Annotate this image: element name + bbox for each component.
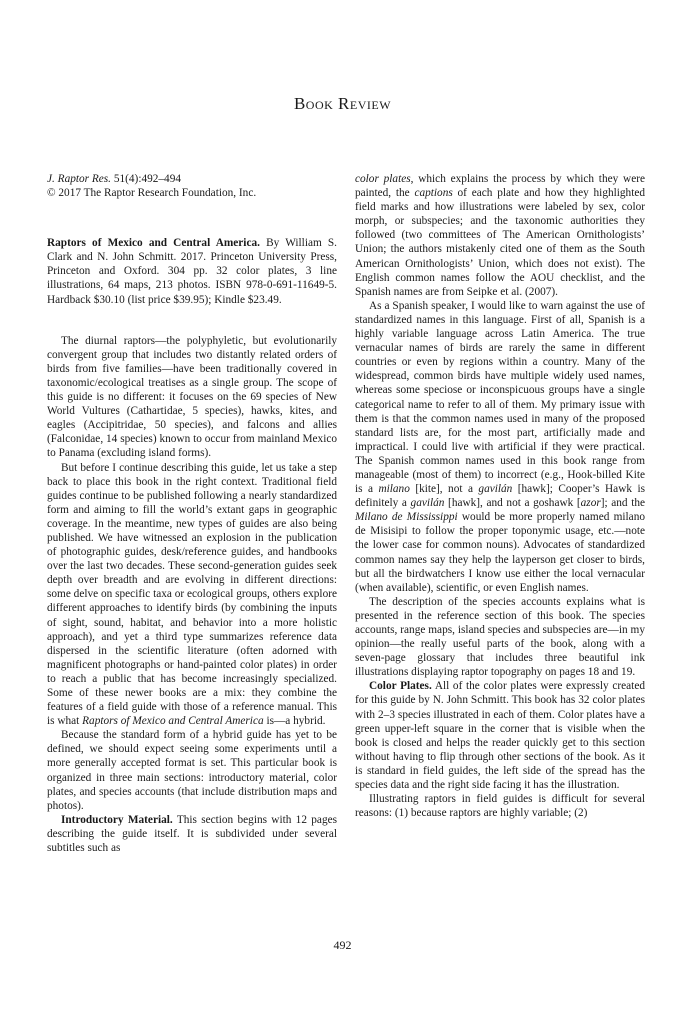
right-column [355, 172, 645, 820]
citation-block [47, 172, 337, 200]
copyright-line: © 2017 The Raptor Research Foundation, Inc. [47, 187, 257, 200]
review-heading [47, 236, 337, 306]
body-paragraph-7: Color Plates. All of the color plates were expressly created for this guide by N. John Schmitt. This book has 32 color plates with 2–3 species illustrated in each of them. Color plates have a green upper-left square in the corner that is visible when the book is closed and helps the reader quickly get to this section without having to flip through other sections of the book. As it is standard in field guides, the left side of the spread has the species data and the right side facing it has the illustration. [355, 680, 645, 792]
body-paragraph-1: The diurnal raptors—the polyphyletic, but evolutionarily convergent group that includes two distantly related orders of birds from five families—have been traditionally covered in taxonomic/ecological treatises as a single group. The scope of this guide is no different: it focuses on the 69 species of New World Vultures (Cathartidae, 5 species), hawks, kites, and eagles (Accipitridae, 50 species), and falcons and allies (Falconidae, 14 species) known to occur from mainland Mexico to Panama (excluding island forms). [47, 334, 337, 460]
body-paragraph-8: Illustrating raptors in field guides is difficult for several reasons: (1) because raptors are highly variable; (2) [355, 793, 645, 820]
book-reference [47, 236, 337, 306]
page-header-title: Book Review [293, 94, 392, 113]
page-number: 492 [333, 938, 352, 952]
book-title-inline: Raptors of Mexico and Central America [82, 715, 264, 728]
body-paragraph-2: But before I continue describing this guide, let us take a step back to place this book in the right context. Traditional field guides continue to be published following a nearly standardized form and aiming to fill the world’s extant gaps in geographic coverage. In the meantime, new types of guides are also being published. We have witnessed an explosion in the publication of photographic guides, desk/reference guides, and handbooks over the last two decades. These second-generation guides seek depth over breadth and are evolving in different directions: some delve on specific taxa or ecological groups, others explore different approaches to identify birds (by combining the inputs of sight, sound, habitat, and behavior into a more holistic approach), and yet a third type summarizes reference data dispersed in the scientific literature (often adorned with magnificent photographs or hand-painted color plates) in order to reach a public that has become increasingly specialized. Some of these newer books are a mix: they combine the features of a field guide with those of a reference manual. This is what Raptors of Mexico and Central America is—a hybrid. [47, 461, 337, 728]
body-paragraph-4: Introductory Material. This section begins with 12 pages describing the guide itself. It is subdivided under several subtitles such as [47, 813, 338, 855]
body-paragraph-4-cont: color plates, which explains the process by which they were painted, the captions of each plate and how they highlighted field marks and how illustrations were labeled by sex, color morph, or subspecies; and the taxonomic authorities they followed (two committees of The American Ornithologists’ Union; the authors mistakenly cited one of them as the South American Ornithologists’ Union, which does not exist). The English common names follow the AOU checklist, and the Spanish names are from Seipke et al. (2007). [355, 173, 645, 298]
bibliographic-details: By William S. Clark and N. John Schmitt. 2017. Princeton University Press, Princeton and Oxford. 304 pp. 32 color plates, 3 line illustrations, 64 maps, 213 photos. ISBN 978-0-691-11649-5. Hardback $30.10 (list price $39.95); Kindle $23.49. [47, 237, 337, 306]
volume-pages: 51(4):492–494 [113, 173, 181, 185]
section-heading-color-plates: Color Plates. [369, 680, 432, 693]
body-paragraph-5: As a Spanish speaker, I would like to warn against the use of standardized names in this language. First of all, Spanish is a highly variable language across Latin America. The true vernacular names of birds are rarely the same in different countries or even by regions within a country. Many of the widespread, common birds have multiple widely used names, whereas some speciose or inconspicuous groups have a single categorical name to refer to all of them. My primary issue with them is that the common names used in many of the proposed standard lists are, for the most part, artificially made and impractical. I could live with artificial if they were practical. The Spanish common names used in this book range from manageable (most of them) to incorrect (e.g., Hook-billed Kite is a milano [kite], not a gavilán [hawk]; Cooper’s Hawk is definitely a gavilán [hawk], and not a goshawk [azor]; and the Milano de Mississippi would be more properly named milano de Misisipi to follow the proper toponymic usage, etc.—note the lower case for common nouns). Advocates of standardized common names say they help the layperson get closer to birds, but all the birdwatchers I know use either the local vernacular (when available), scientific, or even English names. [355, 299, 645, 594]
left-column [47, 172, 337, 855]
section-heading-introductory: Introductory Material. [61, 813, 173, 826]
book-title: Raptors of Mexico and Central America. [47, 237, 260, 250]
journal-citation [47, 172, 337, 186]
body-paragraph-3: Because the standard form of a hybrid guide has yet to be defined, we should expect seeing some experiments until a more generally accepted format is set. This particular book is organized in three main sections: introductory material, color plates, and species accounts (that include distribution maps and photos). [47, 729, 337, 812]
body-paragraph-6: The description of the species accounts explains what is presented in the reference section of this book. The species accounts, range maps, island species and subspecies are—in my opinion—the really useful parts of the book, along with a seven-page glossary that includes three beautiful ink illustrations displaying raptor topography on pages 18 and 19. [355, 595, 645, 679]
journal-name: J. Raptor Res. [47, 173, 112, 185]
